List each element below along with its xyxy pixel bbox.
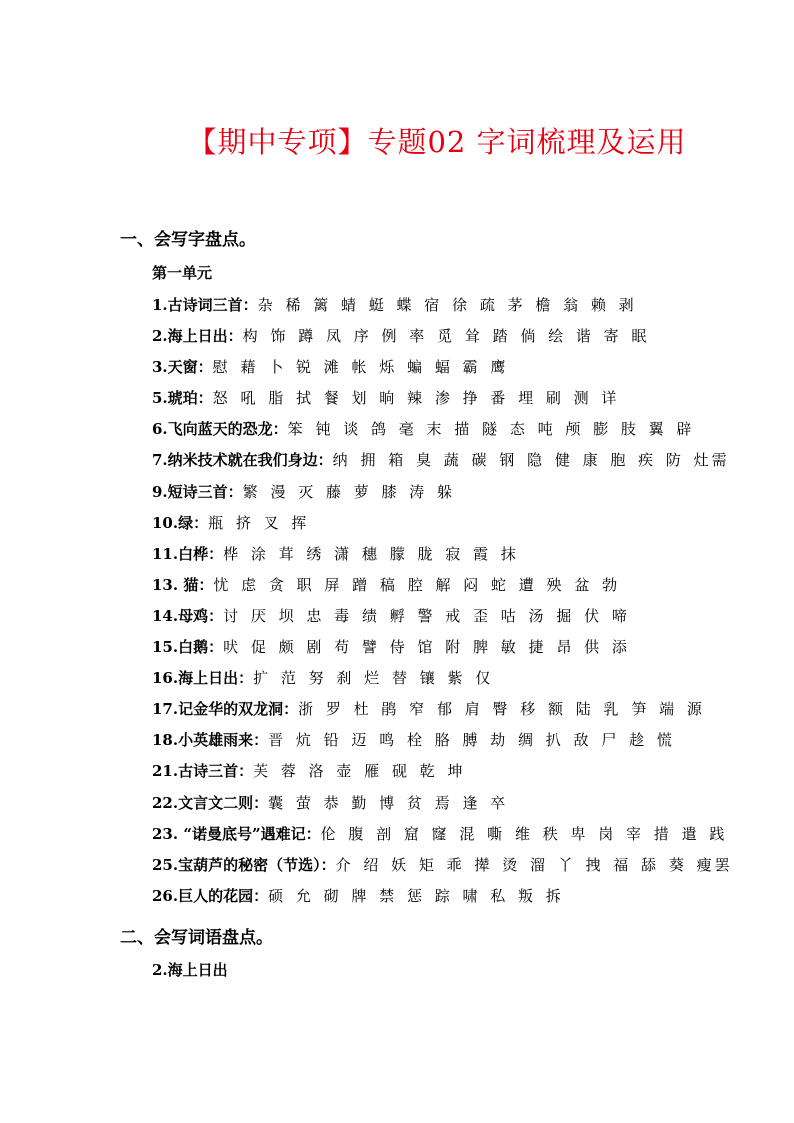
lesson-title: 13. 猫： [152,575,214,594]
lesson-row [152,511,733,542]
lesson-characters: 浙 罗 杜 鹃 窄 郁 肩 臀 移 额 陆 乳 笋 端 源 [298,700,705,719]
lesson-row [152,728,733,759]
section-heading-characters: 一、会写字盘点。 [120,230,256,250]
lesson-row [152,791,733,822]
lesson-characters: 繁 漫 灭 藤 萝 膝 涛 躲 [242,482,456,501]
lesson-row [152,417,733,448]
lesson-row [152,542,733,573]
lesson-characters: 杂 稀 篱 蜻 蜓 蝶 宿 徐 疏 茅 檐 翁 赖 剥 [257,296,637,314]
lesson-characters: 怒 吼 脂 拭 餐 划 晌 辣 渗 挣 番 埋 刷 测 详 [212,389,620,408]
lesson-row [152,324,733,355]
lesson-row [152,666,733,697]
lesson-characters: 讨 厌 坝 忠 毒 绩 孵 警 戒 歪 咕 汤 掘 伏 啼 [223,606,630,625]
lesson-row [152,448,733,479]
lesson-list [152,293,733,915]
lesson-characters: 纳 拥 箱 臭 蔬 碳 钢 隐 健 康 胞 疾 防 灶需 [332,451,730,470]
lesson-characters: 构 饰 蹲 凤 序 例 率 觅 耸 踏 倘 绘 谐 寄 眠 [242,327,650,346]
lesson-row [152,355,733,386]
lesson-title: 11.白桦： [152,544,224,563]
lesson-title: 10.绿： [152,513,209,532]
lesson-row [152,293,733,324]
lesson-title: 22.文言文二则： [152,793,269,812]
lesson-title: 16.海上日出： [152,669,254,688]
lesson-title: 6.飞向蓝天的恐龙： [152,420,288,439]
lesson-characters: 晋 炕 铅 迈 鸣 栓 胳 膊 劫 绸 扒 敌 尸 趁 慌 [268,731,675,750]
lesson-title: 23. “诺曼底号”遇难记： [152,824,321,843]
lesson-characters: 介 绍 妖 矩 乖 撵 烫 溜 丫 拽 福 舔 葵 瘦罢 [335,855,733,874]
lesson-characters: 笨 钝 谈 鸽 毫 末 描 隧 态 吨 颅 膨 肢 翼 辟 [287,420,695,439]
lesson-title: 18.小英雄雨来： [152,731,269,750]
lesson-characters: 囊 萤 恭 勤 博 贫 焉 逢 卒 [268,793,509,812]
lesson-row [152,386,733,417]
lesson-characters: 伦 腹 剖 窟 窿 混 嘶 维 秩 卑 岗 宰 措 遣 践 [320,824,728,843]
lesson-characters: 硕 允 砌 牌 禁 惩 踪 啸 私 叛 拆 [268,886,564,905]
lesson-characters: 扩 范 努 刹 烂 替 镶 紫 仅 [253,669,494,688]
lesson-title: 1.古诗词三首： [152,296,258,314]
lesson-row [152,853,733,884]
lesson-row [152,573,733,604]
page-title: 【期中专项】专题02 字词梳理及运用 [187,125,687,159]
unit-label: 第一单元 [152,264,213,282]
lesson-title: 3.天窗： [152,358,213,377]
lesson-title: 9.短诗三首： [152,482,243,501]
lesson-row [152,480,733,511]
lesson-row [152,604,733,635]
lesson-row [152,759,733,790]
lesson-row [152,822,733,853]
lesson-title: 14.母鸡： [152,606,224,625]
lesson-title: 21.古诗三首： [152,762,254,781]
lesson-title: 15.白鹅： [152,638,224,657]
lesson-title: 5.琥珀： [152,389,213,408]
lesson-characters: 桦 涂 茸 绣 潇 穗 朦 胧 寂 霞 抹 [223,544,519,563]
word-list-item: 2.海上日出 [152,961,228,979]
lesson-characters: 芙 蓉 洛 壶 雁 砚 乾 坤 [253,762,466,781]
lesson-title: 26.巨人的花园： [152,886,269,905]
lesson-title: 25.宝葫芦的秘密（节选）： [152,855,336,874]
lesson-title: 2.海上日出： [152,327,243,346]
lesson-row [152,884,733,915]
lesson-title: 17.记金华的双龙洞： [152,700,299,719]
lesson-title: 7.纳米技术就在我们身边： [152,451,333,470]
lesson-characters: 瓶 挤 叉 挥 [208,513,310,532]
lesson-characters: 忧 虑 贪 职 屏 蹭 稿 腔 解 闷 蛇 遭 殃 盆 勃 [213,575,621,594]
lesson-row [152,697,733,728]
lesson-characters: 吠 促 颇 剧 苟 譬 侍 馆 附 脾 敏 捷 昂 供 添 [223,638,630,657]
section-heading-words: 二、会写词语盘点。 [120,928,273,948]
lesson-characters: 慰 藉 卜 锐 滩 帐 烁 蝙 蝠 霸 鹰 [212,358,509,377]
lesson-row [152,635,733,666]
